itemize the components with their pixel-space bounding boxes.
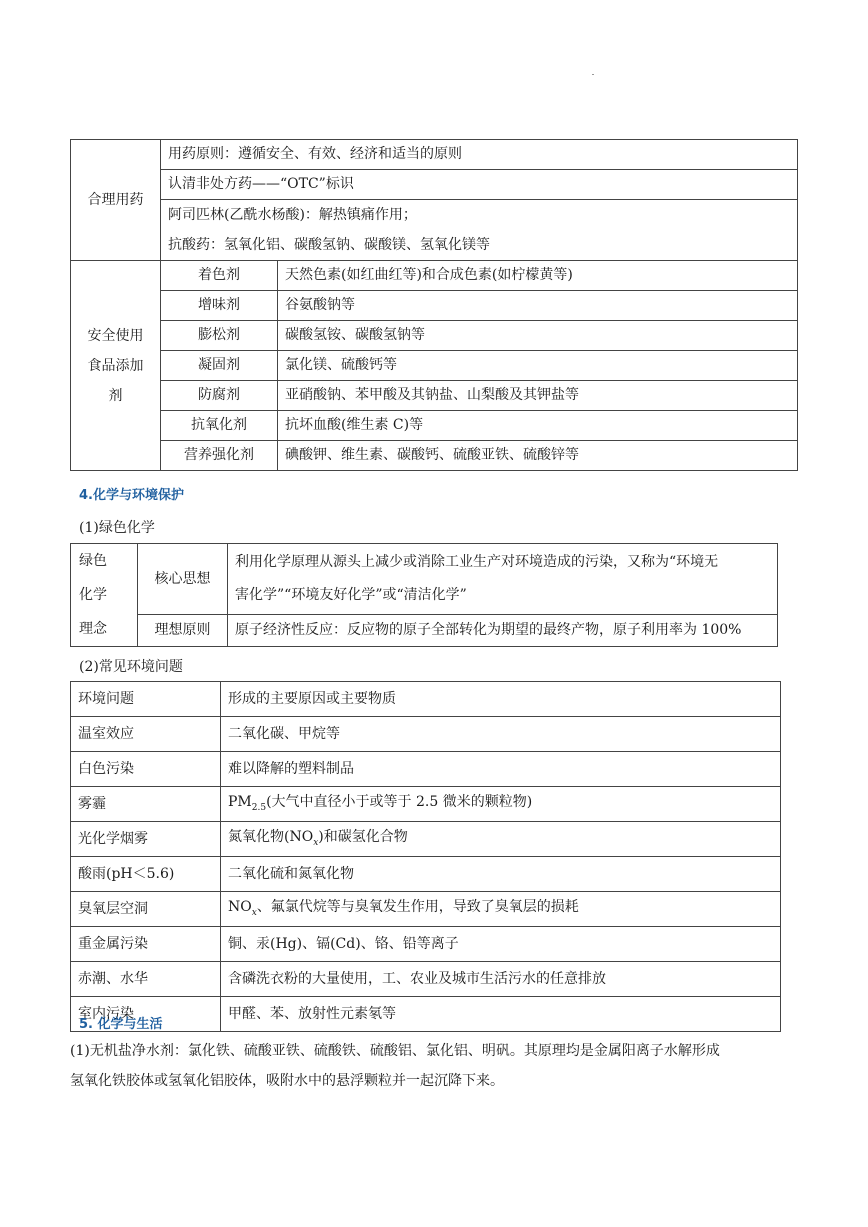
- cat-food-additive: [71, 261, 161, 471]
- env-issue: 赤潮、水华: [71, 962, 221, 997]
- green-chem-subheading: (1)绿色化学: [79, 520, 155, 536]
- env-issue: 光化学烟雾: [71, 822, 221, 857]
- env-issues-table: [70, 681, 781, 1032]
- section-4-heading: 4.化学与环境保护: [79, 488, 184, 503]
- drug-line-3-4: [161, 200, 798, 261]
- page-mark: [592, 74, 594, 75]
- drug-line-2: 认清非处方药——“OTC”标识: [161, 170, 798, 200]
- table-row: [71, 752, 781, 787]
- env-cause: 甲醛、苯、放射性元素氡等: [221, 997, 781, 1032]
- header-issue: 环境问题: [71, 682, 221, 717]
- env-issue: 雾霾: [71, 787, 221, 822]
- env-cause: [221, 787, 781, 822]
- additive-desc: 氯化镁、硫酸钙等: [278, 351, 798, 381]
- additive-name: 抗氧化剂: [161, 411, 278, 441]
- env-cause: 铜、汞(Hg)、镉(Cd)、铬、铅等离子: [221, 927, 781, 962]
- table-row: [71, 682, 781, 717]
- cat-food-additive-l3: 剂: [108, 387, 123, 404]
- env-cause: 二氧化碳、甲烷等: [221, 717, 781, 752]
- cause-sub: 2.5: [251, 803, 267, 813]
- env-issue: 臭氧层空洞: [71, 892, 221, 927]
- section-5-paragraph: [70, 1036, 798, 1096]
- core-idea-label: 核心思想: [138, 544, 228, 615]
- env-issue: 白色污染: [71, 752, 221, 787]
- table-row: [71, 822, 781, 857]
- drug-line-1: 用药原则：遵循安全、有效、经济和适当的原则: [161, 140, 798, 170]
- green-chem-title: [71, 544, 138, 647]
- additive-name: 凝固剂: [161, 351, 278, 381]
- green-chem-title-l2: 化学: [79, 587, 107, 603]
- cat-rational-drug: 合理用药: [71, 140, 161, 261]
- table-row: [71, 717, 781, 752]
- table-row: [71, 787, 781, 822]
- cause-sub: x: [313, 838, 319, 848]
- drug-line-4: 抗酸药：氢氧化铝、碳酸氢钠、碳酸镁、氢氧化镁等: [168, 237, 490, 253]
- table-row: [71, 857, 781, 892]
- env-cause: 二氧化硫和氮氧化物: [221, 857, 781, 892]
- table-row: [71, 892, 781, 927]
- table-row: [71, 997, 781, 1032]
- additive-desc: 碘酸钾、维生素、碳酸钙、硫酸亚铁、硫酸锌等: [278, 441, 798, 471]
- cause-post: 、氟氯代烷等与臭氧发生作用，导致了臭氧层的损耗: [256, 899, 579, 916]
- additive-desc: 亚硝酸钠、苯甲酸及其钠盐、山梨酸及其钾盐等: [278, 381, 798, 411]
- ideal-principle-text: 原子经济性反应：反应物的原子全部转化为期望的最终产物，原子利用率为 100%: [228, 615, 778, 647]
- green-chem-title-l1: 绿色: [79, 553, 107, 569]
- env-issue: 室内污染: [71, 997, 221, 1032]
- para-line-1: (1)无机盐净水剂：氯化铁、硫酸亚铁、硫酸铁、硫酸铝、氯化铝、明矾。其原理均是金属阳离子水解形成: [70, 1043, 720, 1059]
- cause-pre: 氮氧化物(NO: [228, 829, 314, 846]
- cause-post: )和碳氢化合物: [318, 829, 408, 846]
- core-idea-text: [228, 544, 778, 615]
- cat-food-additive-l2: 食品添加: [87, 357, 144, 374]
- additive-desc: 天然色素(如红曲红等)和合成色素(如柠檬黄等): [278, 261, 798, 291]
- table-row: [71, 962, 781, 997]
- cause-post: (大气中直径小于或等于 2.5 微米的颗粒物): [266, 794, 533, 811]
- ideal-principle-label: 理想原则: [138, 615, 228, 647]
- green-chem-title-l3: 理念: [79, 621, 107, 637]
- env-issues-subheading: (2)常见环境问题: [79, 659, 183, 675]
- additive-desc: 碳酸氢铵、碳酸氢钠等: [278, 321, 798, 351]
- additive-desc: 抗坏血酸(维生素 C)等: [278, 411, 798, 441]
- env-cause: 含磷洗衣粉的大量使用，工、农业及城市生活污水的任意排放: [221, 962, 781, 997]
- section-5-heading: 5. 化学与生活: [79, 1017, 163, 1032]
- additive-name: 膨松剂: [161, 321, 278, 351]
- table-row: [71, 927, 781, 962]
- env-issue: 温室效应: [71, 717, 221, 752]
- cat-food-additive-l1: 安全使用: [87, 327, 144, 344]
- env-cause: [221, 822, 781, 857]
- core-idea-line-1: 利用化学原理从源头上减少或消除工业生产对环境造成的污染，又称为“环境无: [235, 554, 719, 571]
- cause-sub: x: [251, 908, 257, 918]
- env-issue: 重金属污染: [71, 927, 221, 962]
- env-cause: [221, 892, 781, 927]
- env-cause: 难以降解的塑料制品: [221, 752, 781, 787]
- drug-food-additive-table: [70, 139, 798, 471]
- additive-name: 增味剂: [161, 291, 278, 321]
- para-line-2: 氢氧化铁胶体或氢氧化铝胶体，吸附水中的悬浮颗粒并一起沉降下来。: [70, 1073, 504, 1089]
- additive-name: 防腐剂: [161, 381, 278, 411]
- additive-desc: 谷氨酸钠等: [278, 291, 798, 321]
- header-cause: 形成的主要原因或主要物质: [221, 682, 781, 717]
- green-chemistry-table: [70, 543, 778, 647]
- cause-pre: NO: [228, 899, 252, 916]
- env-issue: 酸雨(pH＜5.6): [71, 857, 221, 892]
- core-idea-line-2: 害化学”“环境友好化学”或“清洁化学”: [235, 587, 467, 604]
- cause-pre: PM: [228, 794, 252, 811]
- additive-name: 营养强化剂: [161, 441, 278, 471]
- drug-line-3: 阿司匹林(乙酰水杨酸)：解热镇痛作用；: [168, 207, 417, 223]
- additive-name: 着色剂: [161, 261, 278, 291]
